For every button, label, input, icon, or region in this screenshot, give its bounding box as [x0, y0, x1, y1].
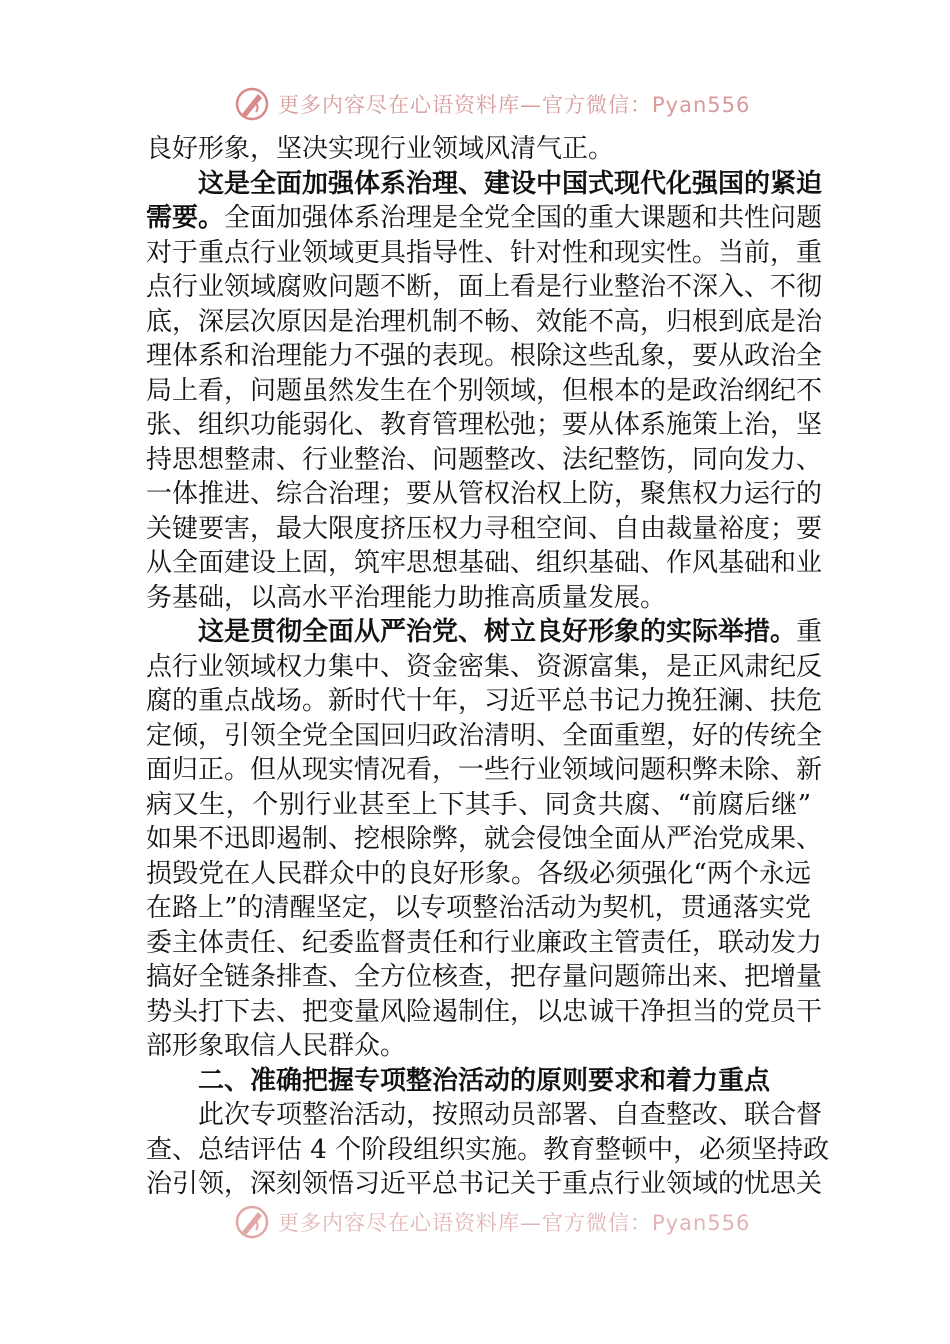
text-line: 腐的重点战场。新时代十年，习近平总书记力挽狂澜、扶危	[146, 686, 823, 716]
text-line	[146, 615, 823, 650]
text-line: 从全面建设上固，筑牢思想基础、组织基础、作风基础和业	[146, 548, 823, 578]
text-line: 面归正。但从现实情况看，一些行业领域问题积弊未除、新	[146, 755, 823, 785]
text-line: 良好形象，坚决实现行业领域风清气正。	[146, 134, 615, 164]
text-line: 一体推进、综合治理；要从管权治权上防，聚焦权力运行的	[146, 479, 823, 509]
text-line: 查、总结评估 4 个阶段组织实施。教育整顿中，必须坚持政	[146, 1134, 830, 1165]
text-run: 重	[796, 617, 823, 647]
text-line: 关键要害，最大限度挤压权力寻租空间、自由裁量裕度；要	[146, 513, 823, 544]
text-run: 全面加强体系治理是全党全国的重大课题和共性问题	[224, 203, 823, 233]
text-line: 搞好全链条排查、全方位核查，把存量问题筛出来、把增量	[146, 962, 823, 992]
text-line: 对于重点行业领域更具指导性、针对性和现实性。当前，重	[146, 237, 823, 268]
text-line	[146, 201, 823, 236]
text-line: 治引领，深刻领悟习近平总书记关于重点行业领域的忧思关	[146, 1169, 823, 1199]
text-line: 持思想整肃、行业整治、问题整改、法纪整饬，同向发力、	[146, 444, 823, 475]
text-line: 病又生，个别行业甚至上下其手、同贪共腐、“前腐后继”	[146, 789, 811, 820]
text-line: 此次专项整治活动，按照动员部署、自查整改、联合督	[198, 1100, 823, 1130]
text-line: 点行业领域腐败问题不断，面上看是行业整治不深入、不彻	[146, 272, 823, 302]
pen-nib-logo-icon	[232, 1202, 272, 1242]
text-line: 部形象取信人民群众。	[146, 1031, 407, 1061]
paragraph-lead-tail: 需要。	[146, 203, 225, 233]
text-line: 张、组织功能弱化、教育管理松弛；要从体系施策上治，坚	[146, 410, 823, 440]
text-line: 如果不迅即遏制、挖根除弊，就会侵蚀全面从严治党成果、	[146, 824, 823, 854]
paragraph-lead: 这是贯彻全面从严治党、树立良好形象的实际举措。	[198, 617, 797, 647]
watermark-header	[232, 84, 752, 124]
watermark-text: 更多内容尽在心语资料库—官方微信：Pyan556	[278, 1211, 751, 1235]
watermark-footer	[232, 1202, 752, 1242]
text-line: 务基础，以高水平治理能力助推高质量发展。	[146, 582, 667, 613]
text-line: 势头打下去、把变量风险遏制住，以忠诚干净担当的党员干	[146, 996, 823, 1027]
text-line: 定倾，引领全党全国回归政治清明、全面重塑，好的传统全	[146, 720, 823, 751]
text-line: 局上看，问题虽然发生在个别领域，但根本的是政治纲纪不	[146, 375, 823, 406]
document-body	[146, 132, 830, 1202]
pen-nib-logo-icon	[232, 84, 272, 124]
text-line: 底，深层次原因是治理机制不畅、效能不高，归根到底是治	[146, 306, 823, 337]
text-line: 点行业领域权力集中、资金密集、资源富集，是正风肃纪反	[146, 651, 823, 682]
watermark-text: 更多内容尽在心语资料库—官方微信：Pyan556	[278, 93, 751, 117]
paragraph-lead-line: 这是全面加强体系治理、建设中国式现代化强国的紧迫	[198, 168, 823, 199]
text-line: 委主体责任、纪委监督责任和行业廉政主管责任，联动发力	[146, 927, 823, 958]
text-line: 损毁党在人民群众中的良好形象。各级必须强化“两个永远	[146, 858, 811, 889]
text-line: 在路上”的清醒坚定，以专项整治活动为契机，贯通落实党	[146, 893, 811, 923]
text-line: 理体系和治理能力不强的表现。根除这些乱象，要从政治全	[146, 341, 823, 371]
section-heading: 二、准确把握专项整治活动的原则要求和着力重点	[198, 1065, 771, 1096]
